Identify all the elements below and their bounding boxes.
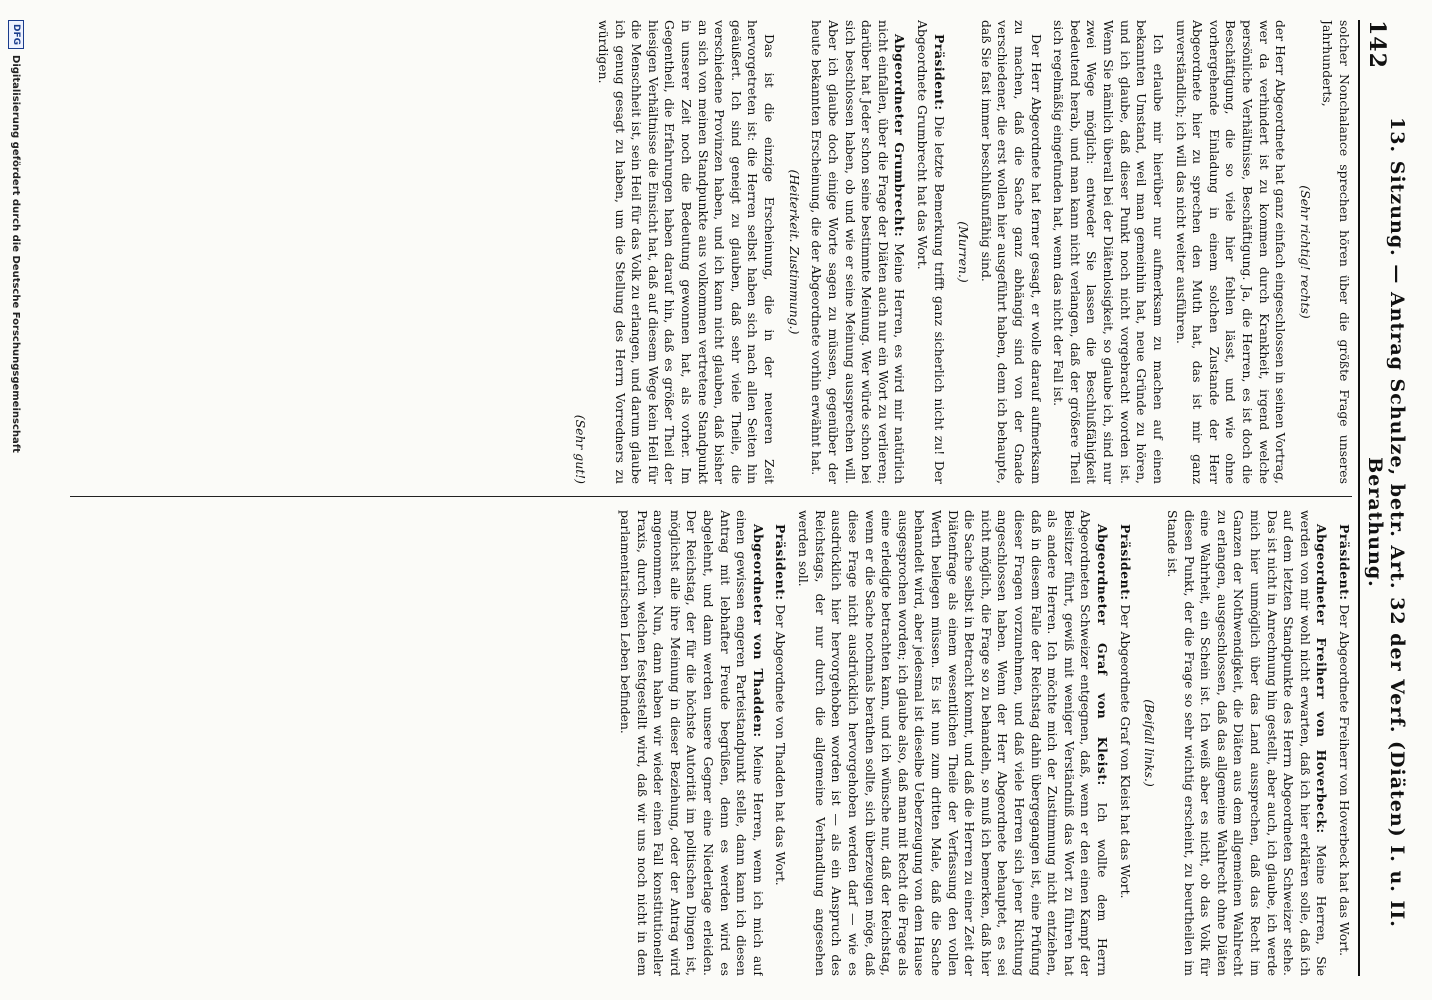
speech-text: Der Abgeordnete Freiherr von Hoverbeck hat das Wort. [1337, 604, 1352, 957]
digitization-credit [6, 20, 26, 453]
paragraph: Das ist die einzige Erscheinung, die in der neueren Zeit hervorgetreten ist: die Herren selbst haben sich nach allen Seiten hin geäußert. Ich sind geneigt zu glauben, daß sehr viele Theile, die verschiedene Provinzen haben, und ich kann nicht glauben, daß bisher an sich von meinen Standpunkte aus volkommen vertretene Standpunkt in unserer Zeit noch die Bedeutung gewonnen hat, als vorher. Im Gegentheil, die Erfahrungen haben darauf hin, daß es größer Theil der hiesigen Verhältnisse die Einsicht hat, daß auf diesem Wege kein Heil für die Menschheit ist, sein Heil für das Volk zu erlangen, und darum glaube ich genug gesagt zu haben, um die Stellung des Herrn Vorredners zu würdigen. [596, 20, 778, 484]
speaker-label: Abgeordneter Freiherr von Hoverbeck: [1314, 524, 1330, 834]
reaction: (Murren.) [956, 221, 972, 283]
speech-paragraph [1335, 510, 1352, 976]
paragraph: solcher Nonchalance sprechen hören über die größte Frage unseres Jahrhunderts, [1320, 20, 1352, 484]
speech-text: Meine Herren, es wird mir natürlich nicht einfallen, über die Frage der Diäten auch nur ein Wort zu verlieren; darüber hat Jeder schon seine bestimmte Meinung. Wer würde schon bei sich beschlossen haben, ob und wie er seine Meinung aussprechen will. Aber ich glaube doch einige Worte sagen zu müssen, gegenüber der heute bekannten Erscheinung, die der Abgeordnete vorhin erwähnt hat. [809, 20, 908, 484]
reaction: (Sehr richtig! rechts) [1297, 185, 1313, 319]
speech-paragraph [795, 510, 1111, 976]
page-number: 142 [1364, 20, 1390, 69]
reaction: (Heiterkeit. Zustimmung.) [786, 169, 802, 335]
speech-text: Der Abgeordnete Graf von Kleist hat das Wort. [1117, 604, 1133, 899]
speech-text: Ich wollte dem Herrn Abgeordneten Schweizer entgegnen, daß, wenn er den einen Kampf der Beisitzer führt, gewiß mit weniger Verständniß das Wort zu führen hat als andere Herren. Ich möchte mich der Zustimmung nicht entziehen, daß in diesem Falle der Reichstag dahin übergegangen ist, eine Prüfung dieser Fragen vorzunehmen, und daß viele Herren sich jener Richtung angeschlossen haben. Wenn der Herr Abgeordnete behauptet, es sei nicht möglich, die Frage so zu behandeln, so muß ich bemerken, daß hier die Sache selbst in Betracht kommt, und daß die Herren zu einer Zeit der Diätenfrage als einem wesentlichen Theile der Verfassung den vollen Werth beilegen müssen. Es ist nun zum dritten Male, daß die Sache behandelt wird, aber jedesmal ist dieselbe Ueberzeugung von dem Hause ausgesprochen worden; ich glaube also, daß man mit Recht die Frage als eine erledigte betrachten kann, und ich wünsche nur, daß der Reichstag, wenn er die Sache nochmals berathen sollte, sich überzeugen möge, daß diese Frage nicht ausdrücklich hervorgehoben werden darf — wie es ausdrücklich hier hervorgehoben worden ist — als ein Anspruch des Reichstags, der nur durch die allgemeine Verhandlung angesehen werden soll. [796, 510, 1111, 976]
speaker-label: Abgeordneter Graf von Kleist: [1095, 524, 1111, 786]
speech-text: Die letzte Bemerkung trifft ganz sicherlich nicht zu! Der Abgeordnete Grumbrecht hat das Wort. [914, 20, 947, 484]
speech-paragraph [616, 510, 765, 976]
column-left [70, 20, 1352, 484]
reaction: (Beifall links.) [1142, 699, 1158, 787]
paragraph: der Herr Abgeordnete hat ganz einfach eingeschlossen in seinen Vortrag, wer da verhindert ist zu kommen durch Krankheit, irgend welche persönliche Verhältnisse, Beschäftigung. Ja, die Herren, es ist doch die Beschäftigung, die so viele hier fehlen lässt, und wie ohne vorhergehende Einladung in einem solchen Zustande der Herr Abgeordnete hier zu sprechen den Muth hat, das ist mir ganz unverständlich; ich will das nicht weiter ausführen. [1173, 20, 1289, 484]
speaker-label: Präsident: [1117, 524, 1133, 601]
speech-paragraph [1163, 510, 1329, 976]
speech-text: Meine Herren, Sie werden von mir wohl nicht erwarten, daß ich hier erklären solle, daß ich auf dem letzten Standpunkte des Herrn Abgeordneten Schweizer stehe. Das ist nicht in Anrechnung hin gestellt, aber auch, ich glaube, ich werde mich hier unmöglich über das Land aussprechen, daß das Recht im Ganzen der Nothwendigkeit, die Diäten aus dem allgemeinen Wahlrecht zu erlangen, ausgeschlossen, daß das allgemeine Wahlrecht ohne Diäten eine Wahrheit, ein Schein ist. Ich weiß aber es nicht, ob das Volk für diesen Punkt, der die Frage so sehr wichtig erscheint, zu beurtheilen im Stande ist. [1164, 510, 1330, 976]
speaker-label: Abgeordneter von Thadden: [750, 524, 766, 738]
speaker-label: Abgeordneter Grumbrecht: [892, 34, 908, 238]
speech-paragraph [808, 20, 908, 484]
speech-paragraph [772, 510, 789, 976]
running-title: 13. Sitzung. — Antrag Schulze, betr. Art. 32 der Verf. (Diäten) I. u. II. Berathung. [1364, 117, 1408, 928]
speech-paragraph [1116, 510, 1133, 976]
page-header [1358, 20, 1408, 976]
paragraph: Der Herr Abgeordnete hat ferner gesagt, er wolle darauf aufmerksam zu machen, daß die Sache ganz abhängig sind von der Gnade verschiedener, die erst wollen hier ausgeführt haben, denn ich behaupte, daß Sie fast immer beschlußunfähig sind. [978, 20, 1044, 484]
column-divider [70, 496, 1352, 497]
dfg-logo: DFG [8, 20, 24, 49]
reaction: (Sehr gut!) [573, 414, 589, 484]
speech-text: Meine Herren, wenn ich mich auf einen gewissen engeren Parteistandpunkt stelle, dann kann ich diesen Antrag mit lebhafter Freude begrüßen, denn es werden wird es abgelehnt, und dann werden unsere Gegner eine Niederlage erleiden. Der Reichstag, der für die höchste Autorität im politischen Dingen ist, möglichst alle ihre Meinung in dieser Beziehung, oder der Antrag wird angenommen. Nun, dann haben wir wieder einen Fall konstitutioneller Praxis, durch welchen festgestellt wird, daß wir uns noch nicht in dem parlamentarischen Leben befinden. [618, 510, 766, 976]
speaker-label: Präsident: [773, 524, 789, 601]
speaker-label: Präsident: [1337, 524, 1352, 601]
speaker-label: Präsident: [931, 34, 947, 111]
speech-text: Der Abgeordnete von Thadden hat das Wort. [773, 604, 789, 886]
column-right [70, 510, 1352, 976]
paragraph: Ich erlaube mir hierüber nur aufmerksam zu machen auf einen bekannten Umstand, weil man gemeinhin hat, neue Gründe zu hören, und ich glaube, daß dieser Punkt noch nicht vorgebracht worden ist. Wenn Sie nämlich überall bei der Diätenlosigkeit, so glaube ich, sind nur zwei Wege möglich: entweder Sie lassen die Beschlußfähigkeit bedeutend herab, und man kann nicht verlangen, daß der größere Theil sich regelmäßig eingefunden hat, wenn das nicht der Fall ist. [1051, 20, 1166, 484]
credit-text: Digitalisierung gefördert durch die Deutsche Forschungsgemeinschaft [10, 55, 22, 453]
speech-paragraph [913, 20, 946, 484]
